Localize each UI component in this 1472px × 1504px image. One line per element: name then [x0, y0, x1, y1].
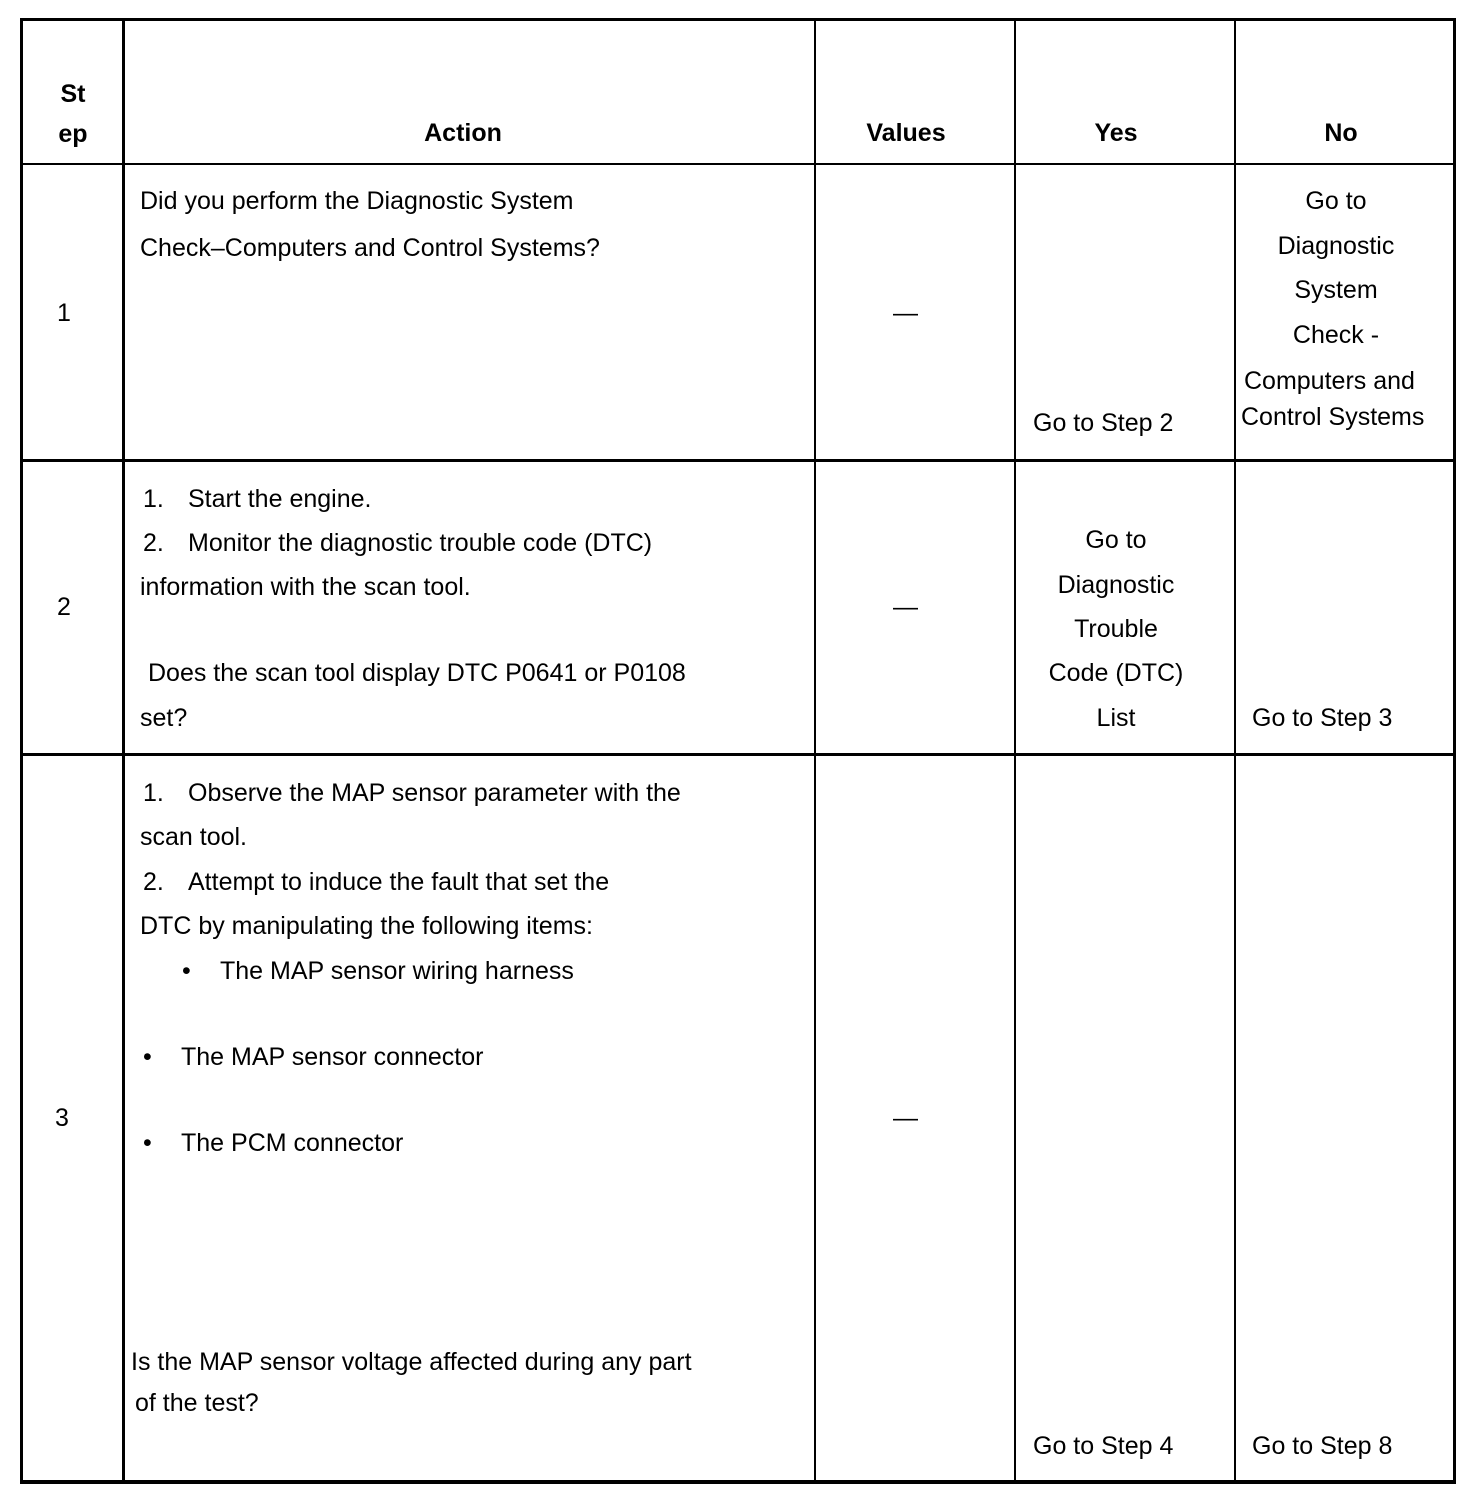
table-border-right [1453, 18, 1456, 1484]
header-action: Action [424, 119, 502, 147]
row2-item2-number: 2. [143, 529, 164, 557]
table-border-left [20, 18, 23, 1484]
row3-yes-link[interactable]: Go to Step 4 [1033, 1432, 1174, 1460]
row3-bullet2-glyph: • [143, 1043, 152, 1071]
table-border-top [20, 18, 1456, 21]
row3-item1-continued: scan tool. [140, 823, 248, 851]
row-divider-header [20, 163, 1456, 165]
row2-item1-text: Start the engine. [188, 485, 372, 513]
row3-bullet1-text: The MAP sensor wiring harness [220, 957, 574, 985]
header-values: Values [866, 119, 946, 147]
row3-item2-text: Attempt to induce the fault that set the [188, 868, 610, 896]
row1-action-line1: Did you perform the Diagnostic System [140, 187, 574, 215]
row1-no-line4[interactable]: Check - [1292, 321, 1380, 349]
row-divider-1 [20, 459, 1456, 462]
row1-no-line3[interactable]: System [1294, 276, 1378, 304]
row2-values: — [893, 593, 918, 621]
header-yes: Yes [1094, 119, 1138, 147]
row2-question-line1: Does the scan tool display DTC P0641 or P0108 [148, 659, 686, 687]
row2-step: 2 [57, 593, 71, 621]
row3-bullet2-text: The MAP sensor connector [181, 1043, 484, 1071]
row3-step: 3 [55, 1104, 69, 1132]
row2-yes-line5[interactable]: List [1096, 704, 1136, 732]
row2-item2-text: Monitor the diagnostic trouble code (DTC) [188, 529, 653, 557]
row1-no-line5[interactable]: Computers and [1244, 367, 1415, 395]
row3-item2-continued: DTC by manipulating the following items: [140, 912, 593, 940]
row2-question-line2: set? [140, 704, 188, 732]
row1-no-line1[interactable]: Go to [1305, 187, 1367, 215]
row3-no-link[interactable]: Go to Step 8 [1252, 1432, 1393, 1460]
row2-item1-number: 1. [143, 485, 164, 513]
row-divider-2 [20, 753, 1456, 756]
row2-yes-line4[interactable]: Code (DTC) [1048, 659, 1184, 687]
row3-bullet3-text: The PCM connector [181, 1129, 404, 1157]
row3-bullet1-glyph: • [182, 957, 191, 985]
row3-question-line2: of the test? [135, 1389, 259, 1417]
row3-item2-number: 2. [143, 868, 164, 896]
row1-action-line2: Check–Computers and Control Systems? [140, 234, 600, 262]
header-step-line1: St [60, 80, 86, 108]
column-divider-step [122, 18, 125, 1484]
header-no: No [1324, 119, 1358, 147]
row1-yes-link[interactable]: Go to Step 2 [1033, 409, 1174, 437]
row3-question-line1: Is the MAP sensor voltage affected during any part [131, 1348, 692, 1376]
row2-yes-line1[interactable]: Go to [1085, 526, 1147, 554]
row2-yes-line3[interactable]: Trouble [1074, 615, 1158, 643]
row1-step: 1 [57, 299, 71, 327]
row3-bullet3-glyph: • [143, 1129, 152, 1157]
row2-yes-line2[interactable]: Diagnostic [1057, 571, 1175, 599]
header-step-line2: ep [58, 120, 88, 148]
table-border-bottom [20, 1480, 1456, 1484]
row3-item1-text: Observe the MAP sensor parameter with the [188, 779, 681, 807]
row3-values: — [893, 1104, 918, 1132]
row2-no-link[interactable]: Go to Step 3 [1252, 704, 1393, 732]
column-divider-values [1014, 18, 1016, 1484]
row1-no-line2[interactable]: Diagnostic [1277, 232, 1395, 260]
row2-item2-continued: information with the scan tool. [140, 573, 471, 601]
row1-values: — [893, 299, 918, 327]
row3-item1-number: 1. [143, 779, 164, 807]
row1-no-line6[interactable]: Control Systems [1241, 403, 1425, 431]
column-divider-action [814, 18, 816, 1484]
